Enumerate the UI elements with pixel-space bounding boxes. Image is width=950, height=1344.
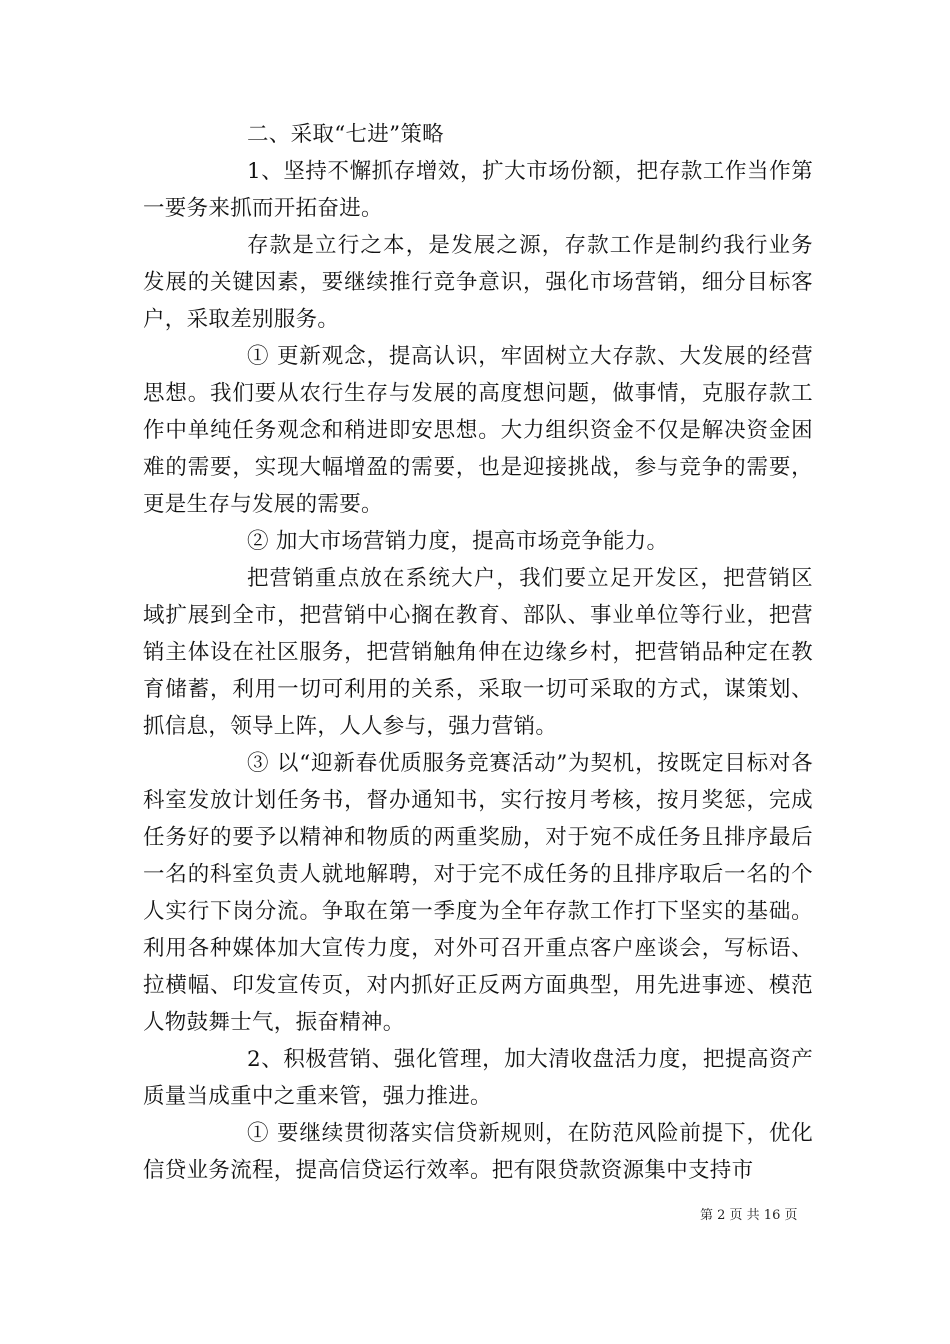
paragraph: 把营销重点放在系统大户，我们要立足开发区，把营销区域扩展到全市，把营销中心搁在教育、部队、事业单位等行业，把营销主体设在社区服务，把营销触角伸在边缘乡村，把营销品种定在教育储蓄，利用一切可利用的关系，采取一切可采取的方式，谋策划、抓信息，领导上阵，人人参与，强力营销。 <box>143 566 813 739</box>
section-heading: 二、采取“七进”策略 <box>247 122 444 147</box>
paragraph: ① 要继续贯彻落实信贷新规则，在防范风险前提下，优化信贷业务流程，提高信贷运行效率。把有限贷款资源集中支持市 <box>143 1121 813 1183</box>
paragraph: ③ 以“迎新春优质服务竞赛活动”为契机，按既定目标对各科室发放计划任务书，督办通知书，实行按月考核，按月奖惩，完成任务好的要予以精神和物质的两重奖励，对于宛不成任务且排序最后一名的科室负责人就地解聘，对于完不成任务的且排序取后一名的个人实行下岗分流。争取在第一季度为全年存款工作打下坚实的基础。利用各种媒体加大宣传力度，对外可召开重点客户座谈会，写标语、拉横幅、印发宣传页，对内抓好正反两方面典型，用先进事迹、模范人物鼓舞士气，振奋精神。 <box>143 751 813 1035</box>
paragraph: ① 更新观念，提高认识，牢固树立大存款、大发展的经营思想。我们要从农行生存与发展的高度想问题，做事情，克服存款工作中单纯任务观念和稍进即安思想。大力组织资金不仅是解决资金困难的需要，实现大幅增盈的需要，也是迎接挑战，参与竞争的需要，更是生存与发展的需要。 <box>143 344 813 517</box>
paragraph: 2、积极营销、强化管理，加大清收盘活力度，把提高资产质量当成重中之重来管，强力推进。 <box>143 1047 813 1109</box>
paragraph: 存款是立行之本，是发展之源，存款工作是制约我行业务发展的关键因素，要继续推行竞争意识，强化市场营销，细分目标客户，采取差别服务。 <box>143 233 813 332</box>
page-number: 第 2 页 共 16 页 <box>700 1208 798 1223</box>
document-body <box>143 116 813 1189</box>
paragraph: 1、坚持不懈抓存增效，扩大市场份额，把存款工作当作第一要务来抓而开拓奋进。 <box>143 159 813 221</box>
paragraph: ② 加大市场营销力度，提高市场竞争能力。 <box>247 529 669 554</box>
